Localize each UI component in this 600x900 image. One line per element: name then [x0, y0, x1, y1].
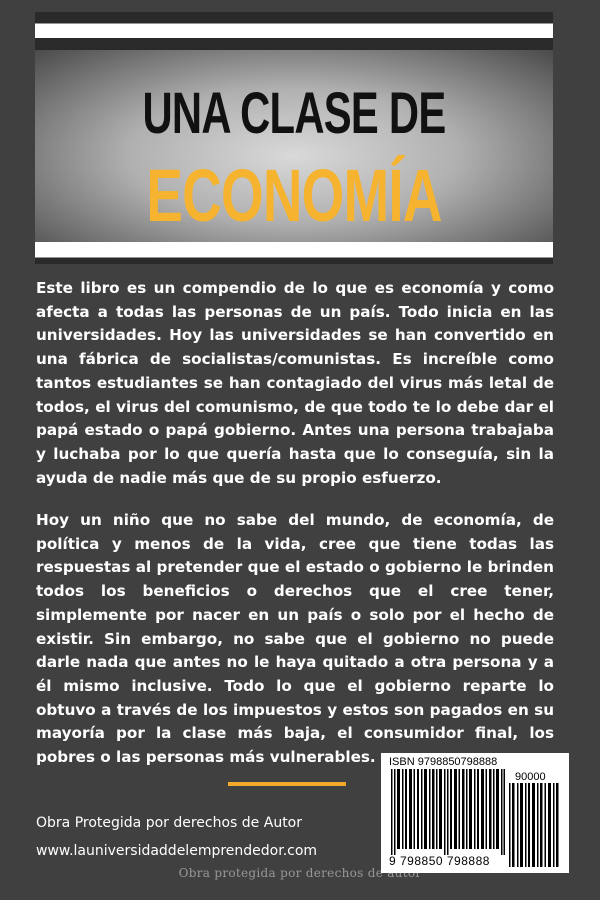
accent-divider: [228, 782, 346, 786]
copyright-notice: Obra Protegida por derechos de Autor: [36, 815, 303, 831]
book-title-line2: ECONOMÍA: [146, 154, 442, 237]
price-code: 90000: [515, 771, 546, 783]
title-banner: [35, 12, 553, 264]
isbn-barcode: [381, 753, 569, 873]
book-title-line1: UNA CLASE DE: [142, 81, 446, 146]
barcode-bars-addon: [509, 783, 561, 867]
barcode-bars-main: [391, 769, 505, 855]
banner-stripe-bottom: [35, 242, 553, 264]
website-link[interactable]: www.launiversidaddelemprendedor.com: [36, 843, 318, 859]
isbn-digits: 9 798850 798888: [389, 854, 490, 868]
watermark-bottom: Obra protegida por derechos de autor: [178, 866, 422, 880]
isbn-label: ISBN 9798850798888: [389, 756, 498, 768]
synopsis-paragraph-2: Hoy un niño que no sabe del mundo, de economía, de política y menos de la vida, cree que tiene todas las respuestas al pretender que el estado o gobierno le brinden todos los beneficios o derechos que el cree tener, simplemente por nacer en un país o solo por el hecho de existir. Sin embargo, no sabe que el gobierno no puede darle nada que antes no le haya quitado a otra persona y a él mismo inclusive. Todo lo que el gobierno reparte lo obtuvo a través de los impuestos y estos son pagados en su mayoría por la clase más baja, el consumidor final, los pobres o las personas más vulnerables.: [36, 511, 554, 767]
banner-stripe-top: [35, 12, 553, 50]
synopsis-paragraph-1: Este libro es un compendio de lo que es economía y como afecta a todas las personas de un país. Todo inicia en las universidades. Hoy las universidades se han convertido en una fábrica de socialistas/comunistas. Es increíble como tantos estudiantes se han contagiado del virus más letal de todos, el virus del comunismo, de que todo te lo debe dar el papá estado o papá gobierno. Antes una persona trabajaba y luchaba por lo que quería hasta que lo conseguía, sin la ayuda de nadie más que de su propio esfuerzo.: [36, 279, 554, 487]
